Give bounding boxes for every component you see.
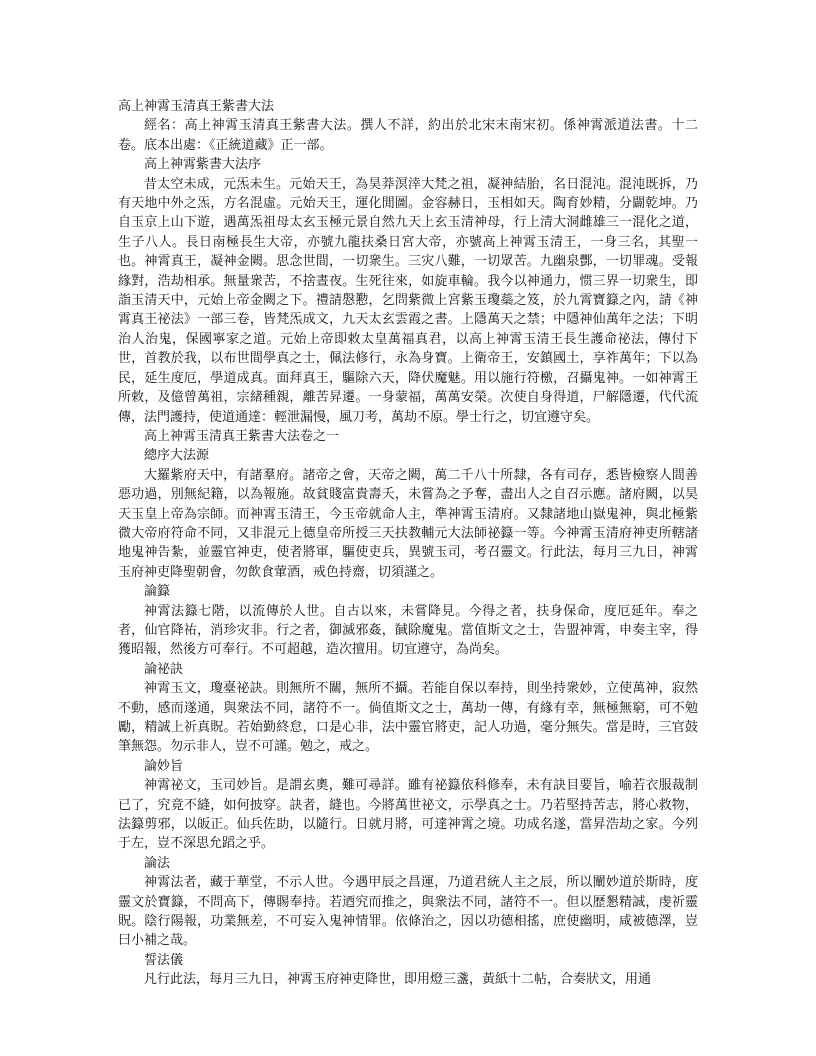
volume-heading: 高上神霄玉清真王紫書大法卷之一	[144, 428, 340, 444]
section-paragraph: 神霄法籙七階，以流傳於人世。自古以來，未嘗降見。今得之者，扶身保命，度厄延年。奉之者，仙官降祐，消珍灾非。行之者，御滅邪姦，馘除魔鬼。當值斯文之士，告盟神霄，申奏主宰，得獲昭報，然後方可奉行。不可超越，造次擅用。切宜遵守，為尚矣。	[118, 603, 698, 658]
section-heading: 論籙	[144, 584, 171, 600]
preface-heading: 高上神霄紫書大法序	[144, 157, 262, 173]
scripture-metadata: 經名：高上神霄玉清真王紫書大法。撰人不詳，約出於北宋末南宋初。係神霄派道法書。十二卷。底本出處：《正統道藏》正一部。	[118, 118, 698, 153]
section-heading: 論法	[144, 855, 171, 871]
section-paragraph: 凡行此法，每月三九日，神霄玉府神吏降世，即用燈三盞，黃紙十二帖，合奏狀文，用通	[144, 972, 652, 988]
section-paragraph: 神霄玉文，瓊臺祕訣。則無所不關，無所不攝。若能自保以奉持，則坐持衆妙，立使萬神，寂然不動，感而遂通，與衆法不同，諸符不一。倘值斯文之士，萬劫一傳，有緣有幸，無極無窮，可不勉勵，精誠上祈真貺。若始勤終怠，口是心非，法中靈官將吏，記人功過，毫分無失。當是時，三官鼓筆無怨。勿示非人，豈不可謹。勉之，戒之。	[118, 681, 698, 755]
section-heading: 論祕訣	[144, 661, 184, 677]
section-heading: 論妙旨	[144, 758, 184, 774]
section-paragraph: 神霄法者，藏于華堂，不示人世。今遇甲辰之昌運，乃道君統人主之辰，所以闡妙道於斯時，度靈文於寶籙，不問高下，傳賜奉持。若迺究而推之，與衆法不同，諸符不一。但以歷懇精誠，虔祈靈貺。陰行陽報，功業無差，不可妄入鬼神情罪。依條治之，因以功德相搖，庶使幽明，咸被德澤，豈曰小補之哉。	[118, 875, 698, 949]
section-paragraph: 大羅紫府天中，有諸羣府。諸帝之會，天帝之闕，萬二千八十所隸，各有司存，悉皆檢察人間善惡功過，別無紀籍，以為報施。故貧賤富貴壽夭，未嘗為之予奪，盡出人之自召示應。諸府闕，以昊天玉皇上帝為宗師。而神霄玉清王，今玉帝就命人主，準神霄玉清府。又隸諸地山嶽鬼神，與北極紫微大帝府符命不同，又非混元上德皇帝所授三天扶教輔元大法師祕籙一等。今神霄玉清府神吏所轄諸地鬼神告紮，並靈官神吏，使者將軍，驅使吏兵，異號玉司，考召靈文。行此法，每月三九日，神霄玉府神吏降聖朝會，勿飲食葷酒，戒色持齋，切須謹之。	[118, 467, 698, 580]
section-heading: 總序大法源	[144, 448, 210, 464]
section-paragraph: 神霄祕文，玉司妙旨。是謂玄奧，難可尋詳。雖有祕籙依科修奉，未有訣目要旨，喻若衣服裁制已了，究竟不縫，如何披穿。訣者，縫也。今將萬世祕文，示學真之士。乃若堅持苦志，將心救物，法籙剪邪，以皈正。仙兵佐助，以隨行。日就月將，可達神霄之境。功成名遂，當昇浩劫之家。今列于左，豈不深思允蹈之乎。	[118, 778, 698, 852]
preface-paragraph: 昔太空未成，元炁未生。元始天王，為昊莽溟涬大梵之祖，凝神結胎，名日混沌。混沌既拆，乃有天地中外之炁，方名混虛。元始天王，運化閒圖。金容赫日，玉相如天。陶育妙精，分闢乾坤。乃自玉京上山下遊，遇萬炁祖母太玄玉極元景自然九天上玄玉清神母，行上清大洞雌雄三一混化之道，生子八人。長日南極長生大帝，亦號九龍扶桑日宮大帝，亦號高上神霄玉清王，一身三名，其聖一也。神霄真王，凝神金闕。思念世間，一切衆生。三灾八難，一切眾苦。九幽泉酆，一切罪魂。受報緣對，浩劫相承。無量衆苦，不捨晝夜。生死往來，如旋車輪。我今以神通力，惯三界一切衆生，即詣玉清天中，元始上帝金闕之下。禮請慇懃，乞問紫微上宮紫玉瓊蘂之笈，於九霄寶籙之內，請《神霄真王祕法》一部三卷，皆梵炁成文，九天太玄雲霞之書。上隱萬天之禁；中隱神仙萬年之法；下明治人治鬼，保國寧家之道。元始上帝即敕太皇萬福真君，以高上神霄玉清王長生護命祕法，傳付下世，首教於我，以布世間學真之士，佩法修行，永為身寶。上衛帝王，安鎮國土，享祚萬年；下以為民，延生度厄，學道成真。面拜真王，驅除六天，降伏魔魅。用以施行符檄，召攝鬼神。一如神霄王所敕，及億曾萬祖，宗緒種親，離苦昇遷。一身蒙福，萬萬安榮。次使自身得道，尸解隱遷，代代流傳，法門護持，使道通達：輕泄漏慢，風刀考，萬劫不原。學士行之，切宜遵守矣。	[118, 176, 698, 425]
document-title: 高上神霄玉清真王紫書大法	[118, 99, 275, 114]
section-heading: 誓法儀	[144, 952, 184, 968]
